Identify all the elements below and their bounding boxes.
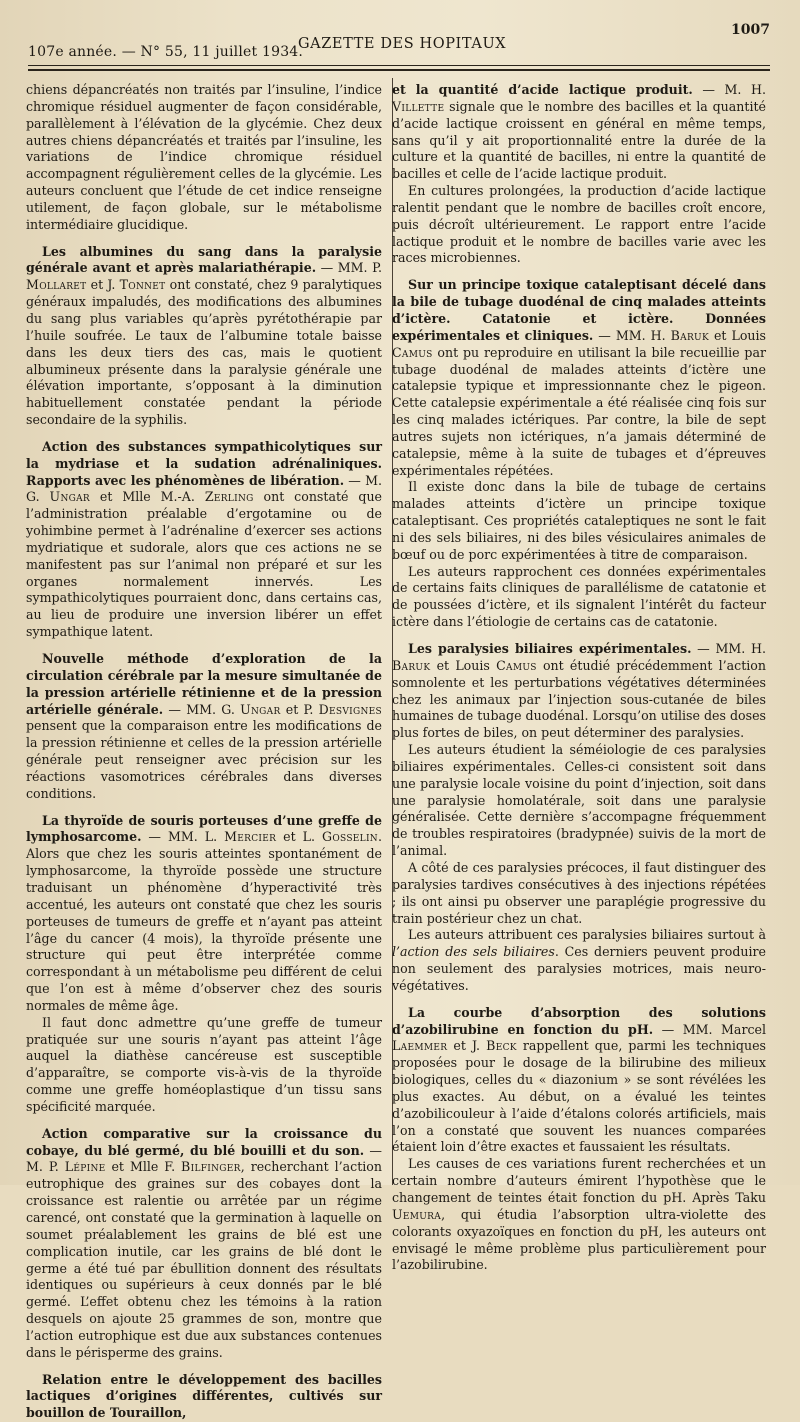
author-name: Ungar	[240, 701, 281, 717]
article-azobilirubine: La courbe d’absorption des solutions d’azobilirubine en fonction du pH. — MM. Marcel Laemmer et J. Beck rappellent que, parmi les techniques proposées pour le dosage de la bilirubine des milieux biologiques, celles du « diazonium » se sont révélées les plus exactes. Au début, on a évalué les teintes d’azobilicouleur à l’aide d’étalons colorés artificiels, mais l’on a constaté que souvent les nuances comparées étaient loin d’être exactes et faussaient les résultats.	[392, 1004, 766, 1155]
article-body: ont constaté, chez 9 paralytiques généraux impaludés, des modifications des albumines du sang plus variables qu’après pyrétothérapie par l’huile soufrée. Le taux de l’albumine totale baisse dans les deux tiers des cas, mais le quotient albumineux présente dans la paralysie générale une élévation importante, s’opposant à la diminution habituellement constatée pendant la période secondaire de la syphilis.	[26, 277, 382, 428]
article-title: Action des substances sympathicolytiques sur la mydriase et la sudation adrénaliniques. Rapports avec les phénomènes de libération.	[26, 438, 382, 488]
author-name: Zerling	[204, 489, 254, 505]
author-name: Camus	[392, 344, 433, 360]
article-paragraph: Il faut donc admettre qu’une greffe de tumeur pratiquée sur une souris n’ayant pas atteint l’âge auquel la diathèse cancéreuse est susceptible d’apparaître, se comporte vis-à-vis de la thyroïde comme une greffe homéoplastique d’un tissu sans spécificité marquée.	[26, 1014, 382, 1114]
author-name: Desvignes	[318, 701, 382, 717]
article-bacilles-lactiques-cont: et la quantité d’acide lactique produit. — M. H. Villette signale que le nombre des bacilles et la quantité d’acide lactique croissent en général en même temps, sans qu’il y ait proportionnalité entre la durée de la culture et la quantité de bacilles, ni entre la quantité de bacilles et celle de l’acide lactique produit.	[392, 82, 766, 182]
article-body: , recherchant l’action eutrophique des graines sur des cobayes dont la croissance est ralentie ou arrêtée par un régime carencé, ont constaté que la germination à laquelle on soumet préalablement les grains de blé est une complication inutile, car les grains de blé dont le germe a été tué par ébullition donnent des résultats identiques ou supérieurs à ceux donnés par le blé germé. L’effet obtenu chez les témoins à la ration desquels on ajoute 25 grammes de son, montre que l’action eutrophique est due aux substances contenues dans le périsperme des grains.	[26, 1159, 382, 1360]
article-title: et la quantité d’acide lactique produit.	[392, 82, 693, 97]
article-title: Sur un principe toxique cataleptisant décelé dans la bile de tubage duodénal de cinq malades atteints d’ictère. Catatonie et ictère. Données expérimentales et cliniques.	[392, 277, 766, 343]
article-paragraph: Il existe donc dans la bile de tubage de certains malades atteints d’ictère un principe toxique cataleptisant. Ces propriétés cataleptiques ne sont le fait ni des sels biliaires, ni des biles vésiculaires animales de bœuf ou de porc expérimentées à titre de comparaison.	[392, 479, 766, 562]
author-name: Uemura	[392, 1206, 442, 1222]
author-name: Camus	[496, 657, 537, 673]
article-bacilles-lactiques	[26, 1372, 382, 1422]
article-body: ont constaté que l’administration préalable d’ergotamine ou de yohimbine permet à l’adrénaline d’exercer ses actions mydriatique et sudorale, alors que ces actions ne se manifestent pas sur l’animal non préparé et sur les organes normalement innervés. Les sympathicolytiques pourraient donc, dans certains cas, au lieu de produire une inversion libérer un effet sympathique latent.	[26, 489, 383, 640]
header-rule-thick	[28, 69, 770, 71]
journal-title: GAZETTE DES HOPITAUX	[298, 36, 507, 52]
article-body: pensent que la comparaison entre les modifications de la pression rétinienne et celles de la pression artérielle générale peut renseigner avec précision sur les réactions vasomotrices cérébrales dans diverses conditions.	[26, 718, 382, 801]
header-rule	[28, 65, 770, 66]
author-name: Ungar	[49, 489, 90, 505]
issue-info: 107e année. — N° 55, 11 juillet 1934.	[28, 44, 304, 60]
article-circulation-cerebrale: Nouvelle méthode d’exploration de la circulation cérébrale par la mesure simultanée de la pression artérielle rétinienne et de la pression artérielle générale. — MM. G. Ungar et P. Desvignes pensent que la comparaison entre les modifications de la pression rétinienne et celles de la pression artérielle générale peut renseigner avec précision sur les réactions vasomotrices cérébrales dans diverses conditions.	[26, 651, 382, 801]
article-thyroide: La thyroïde de souris porteuses d’une greffe de lymphosarcome. — MM. L. Mercier et L. Gosselin. Alors que chez les souris atteintes spontanément de lymphosarcome, la thyroïde possède une structure traduisant un phénomène d’hyperactivité très accentué, les auteurs ont constaté que chez les souris porteuses de tumeurs de greffe et n’ayant pas atteint l’âge du cancer (4 mois), la thyroïde présente une structure qui peut être interprétée comme correspondant à un métabolisme peu différent de celui que l’on est à même d’observer chez des souris normales de même âge.	[26, 812, 382, 1013]
article-paragraph: Les auteurs étudient la séméiologie de ces paralysies biliaires expérimentales. Celles-ci consistent soit dans une paralysie locale voisine du point d’injection, soit dans une paralysie homolatérale, soit dans une paralysie généralisée. Cette dernière s’accompagne fréquemment de troubles respiratoires (bradypnée) suivis de la mort de l’animal.	[392, 742, 766, 859]
author-name: Lépine	[64, 1159, 106, 1175]
page-header	[28, 22, 770, 72]
article-title: La thyroïde de souris porteuses d’une greffe de lymphosarcome.	[26, 812, 382, 845]
article-body: ont pu reproduire en utilisant la bile recueillie par tubage duodénal de malades atteints d’ictère une catalepsie typique et impressionnante chez le pigeon. Cette catalepsie expérimentale a été réalisée cinq fois sur les cinq malades ictériques. Par contre, la bile de sept autres sujets non ictériques, n’a jamais déterminé de catalepsie, même à la suite de tubages et d’épreuves expérimentales répétées.	[392, 344, 766, 478]
article-paragraph: Les causes de ces variations furent recherchées et un certain nombre d’auteurs émirent l’hypothèse que le changement de teintes était fonction du pH. Après Taku Uemura, qui étudia l’absorption ultra-violette des colorants oxyazoïques en fonction du pH, les auteurs ont envisagé le même problème plus particulièrement pour l’azobilirubine.	[392, 1156, 766, 1273]
author-name: Baruk	[392, 657, 431, 673]
article-paragraph: A côté de ces paralysies précoces, il faut distinguer des paralysies tardives consécutives à des injections répétées ; ils ont ainsi pu observer une paraplégie progressive du train postérieur chez un chat.	[392, 859, 766, 926]
article-body: ont étudié précédemment l’action somnolente et les perturbations végétatives déterminées chez les animaux par l’injection sous-cutanée de biles humaines de tubage duodénal. Lorsqu’on utilise des doses plus fortes de biles, on peut déterminer des paralysies.	[392, 657, 767, 741]
author-name: Beck	[486, 1038, 517, 1054]
article-paragraph: Les auteurs attribuent ces paralysies biliaires surtout à l’action des sels biliaires. Ces derniers peuvent produire non seulement des paralysies motrices, mais neuro-végétatives.	[392, 927, 766, 993]
article-body: . Alors que chez les souris atteintes spontanément de lymphosarcome, la thyroïde possède une structure traduisant un phénomène d’hyperactivité très accentué, les auteurs ont constaté que chez les souris porteuses de tumeurs de greffe et n’ayant pas atteint l’âge du cancer (4 mois), la thyroïde présente une structure qui peut être interprétée comme correspondant à un métabolisme peu différent de celui que l’on est à même d’observer chez des souris normales de même âge.	[26, 829, 382, 1013]
author-name: Laemmer	[392, 1038, 448, 1054]
author-name: Villette	[392, 98, 445, 114]
article-title: Nouvelle méthode d’exploration de la circulation cérébrale par la mesure simultanée de la pression artérielle rétinienne et de la pression artérielle générale.	[26, 651, 382, 717]
author-name: Mercier	[224, 829, 277, 845]
article-albumines: Les albumines du sang dans la paralysie générale avant et après malariathérapie. — MM. P. Mollaret et J. Tonnet ont constaté, chez 9 paralytiques généraux impaludés, des modifications des albumines du sang plus variables qu’après pyrétothérapie par l’huile soufrée. Le taux de l’albumine totale baisse dans les deux tiers des cas, mais le quotient albumineux présente dans la paralysie générale une élévation importante, s’opposant à la diminution habituellement constatée pendant la période secondaire de la syphilis.	[26, 243, 382, 428]
author-name: Tonnet	[119, 277, 166, 293]
author-name: Gosselin	[321, 829, 378, 845]
article-paragraph: Les auteurs rapprochent ces données expérimentales de certains faits cliniques de parallélisme de catatonie et de poussées d’ictère, et ils signalent l’intérêt du facteur ictère dans l’étiologie de certains cas de catatonie.	[392, 563, 766, 630]
article-sympathicolytiques: Action des substances sympathicolytiques sur la mydriase et la sudation adrénaliniques. Rapports avec les phénomènes de libération. — M. G. Ungar et Mlle M.-A. Zerling ont constaté que l’administration préalable d’ergotamine ou de yohimbine permet à l’adrénaline d’exercer ses actions mydriatique et sudorale, alors que ces actions ne se manifestent pas sur l’animal non préparé et sur les organes normalement innervés. Les sympathicolytiques pourraient donc, dans certains cas, au lieu de produire une inversion libérer un effet sympathique latent.	[26, 438, 383, 640]
author-name: Baruk	[670, 327, 709, 343]
article-title: Les paralysies biliaires expérimentales.	[408, 641, 692, 656]
right-column	[392, 82, 766, 1274]
author-name: Mollaret	[26, 277, 87, 293]
article-title: Les albumines du sang dans la paralysie générale avant et après malariathérapie.	[26, 243, 382, 276]
article-paralysies-biliaires: Les paralysies biliaires expérimentales. — MM. H. Baruk et Louis Camus ont étudié précédemment l’action somnolente et les perturbations végétatives déterminées chez les animaux par l’injection sous-cutanée de biles humaines de tubage duodénal. Lorsqu’on utilise des doses plus fortes de biles, on peut déterminer des paralysies.	[392, 641, 767, 741]
article-paragraph: En cultures prolongées, la production d’acide lactique ralentit pendant que le nombre de bacilles croît encore, puis décroît ultérieurement. Le rapport entre l’acide lactique produit et le nombre de bacilles varie avec les races microbiennes.	[392, 183, 766, 266]
intro-paragraph: chiens dépancréatés non traités par l’insuline, l’indice chromique résiduel augmenter de façon considérable, parallèlement à l’élévation de la glycémie. Chez deux autres chiens dépancréatés et traités par l’insuline, les variations de l’indice chromique résiduel accompagnent régulièrement celles de la glycémie. Les auteurs concluent que l’étude de cet indice renseigne utilement, de façon globale, sur le métabolisme intermédiaire glucidique.	[26, 82, 382, 232]
author-name: Bilfinger	[181, 1159, 241, 1175]
article-title: Action comparative sur la croissance du cobaye, du blé germé, du blé bouilli et du son.	[26, 1125, 382, 1158]
page-number: 1007	[731, 22, 770, 38]
article-principe-toxique: Sur un principe toxique cataleptisant décelé dans la bile de tubage duodénal de cinq malades atteints d’ictère. Catatonie et ictère. Données expérimentales et cliniques. — MM. H. Baruk et Louis Camus ont pu reproduire en utilisant la bile recueillie par tubage duodénal de malades atteints d’ictère une catalepsie typique et impressionnante chez le pigeon. Cette catalepsie expérimentale a été réalisée cinq fois sur les cinq malades ictériques. Par contre, la bile de sept autres sujets non ictériques, n’a jamais déterminé de catalepsie, même à la suite de tubages et d’épreuves expérimentales répétées.	[392, 277, 766, 478]
article-title: La courbe d’absorption des solutions d’azobilirubine en fonction du pH.	[392, 1004, 766, 1037]
emphasis-text: l’action des sels biliaires	[392, 944, 555, 960]
article-title: Relation entre le développement des bacilles lactiques d’origines différentes, cultivés sur bouillon de Touraillon,	[26, 1371, 382, 1421]
article-body: signale que le nombre des bacilles et la quantité d’acide lactique croissent en général en même temps, sans qu’il y ait proportionnalité entre la durée de la culture et la quantité de bacilles, ni entre la quantité de bacilles et celle de l’acide lactique produit.	[392, 98, 766, 182]
left-column	[26, 82, 382, 1422]
article-body: rappellent que, parmi les techniques proposées pour le dosage de la bilirubine des milieux biologiques, celles du « diazonium » se sont révélées les plus exactes. Au début, on a évalué les teintes d’azobilicouleur à l’aide d’étalons colorés artificiels, mais l’on a constaté que souvent les nuances comparées étaient loin d’être exactes et faussaient les résultats.	[392, 1038, 766, 1155]
article-croissance-cobaye: Action comparative sur la croissance du cobaye, du blé germé, du blé bouilli et du son. — M. P. Lépine et Mlle F. Bilfinger, recherchant l’action eutrophique des graines sur des cobayes dont la croissance est ralentie ou arrêtée par un régime carencé, ont constaté que la germination à laquelle on soumet préalablement les grains de blé est une complication inutile, car les grains de blé dont le germe a été tué par ébullition donnent des résultats identiques ou supérieurs à ceux donnés par le blé germé. L’effet obtenu chez les témoins à la ration desquels on ajoute 25 grammes de son, montre que l’action eutrophique est due aux substances contenues dans le périsperme des grains.	[26, 1125, 382, 1360]
